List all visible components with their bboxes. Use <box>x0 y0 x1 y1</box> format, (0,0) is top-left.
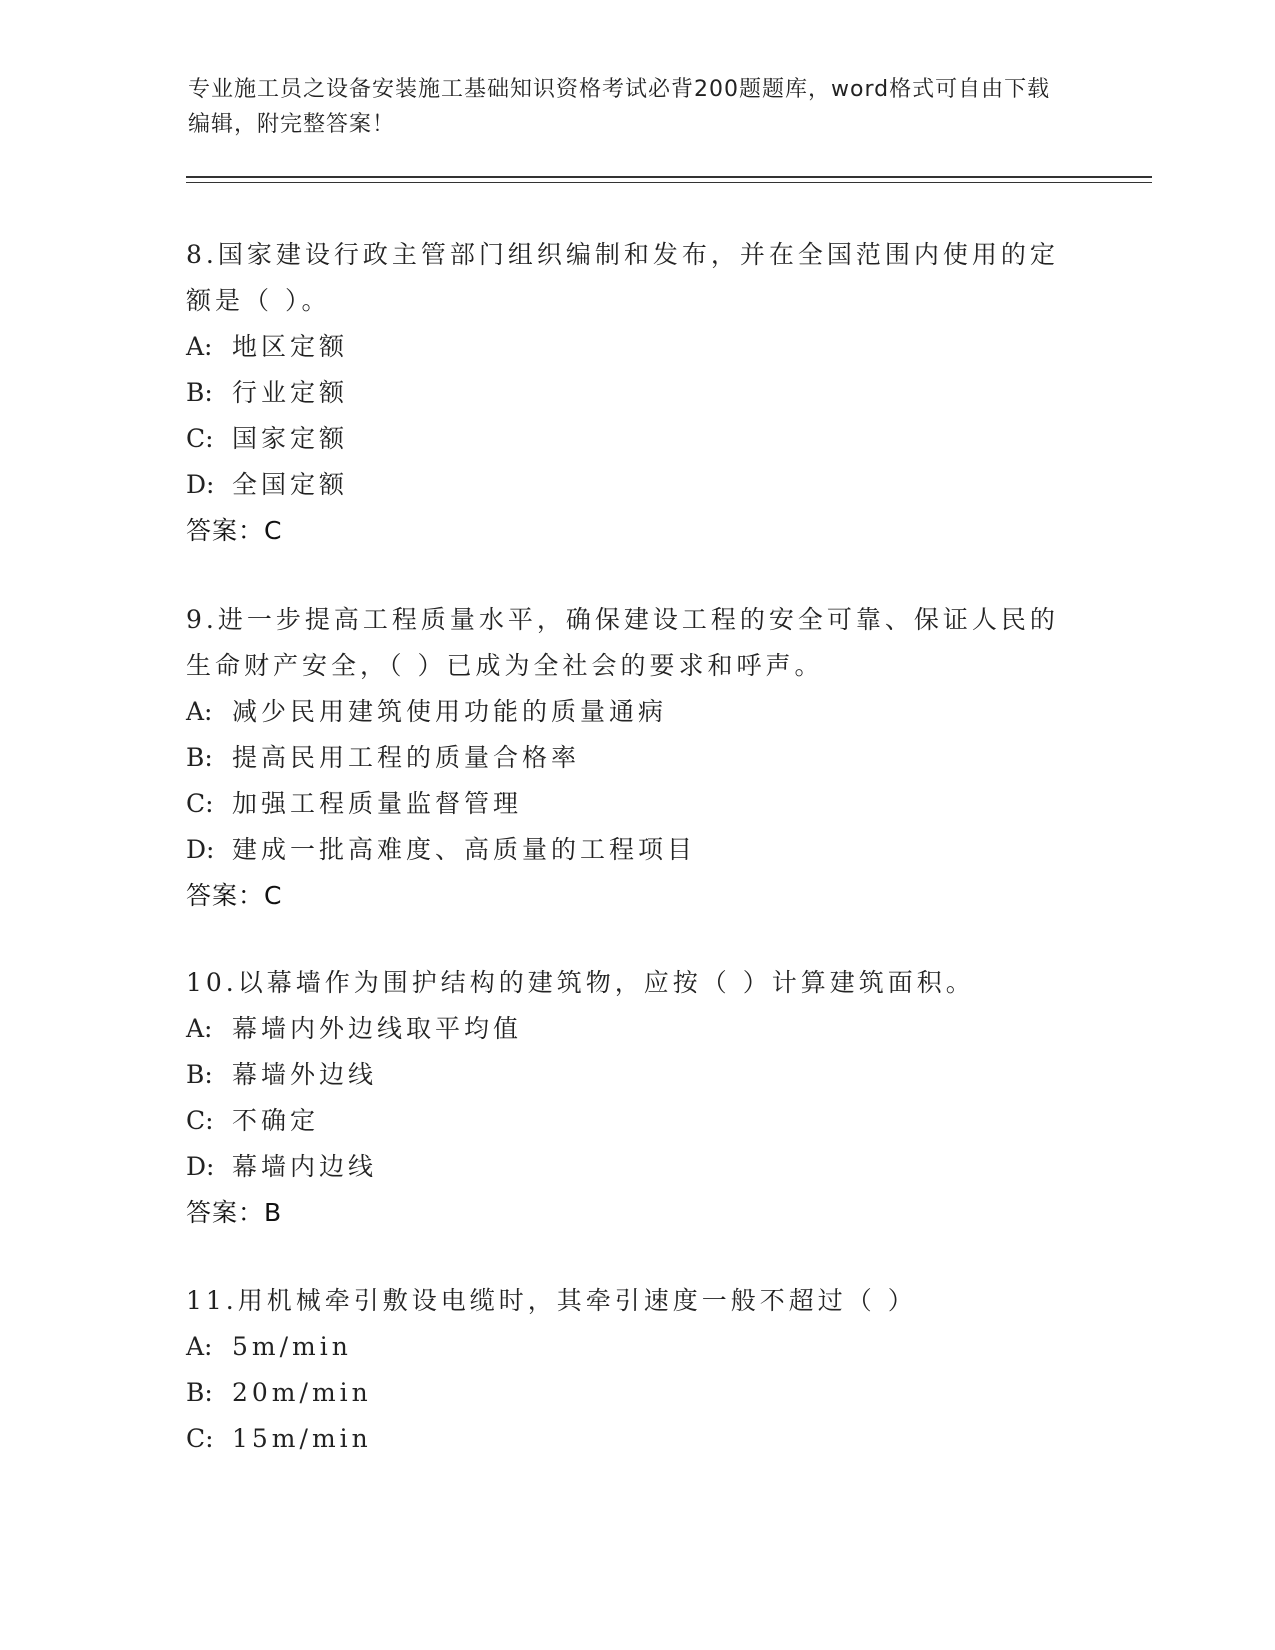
option-text: 幕墙内边线 <box>232 1152 378 1181</box>
header-divider-thick <box>186 176 1152 178</box>
option-a <box>186 324 1066 370</box>
option-key: B: <box>186 378 213 407</box>
answer-line: 答案：C <box>186 881 283 910</box>
option-text: 5m/min <box>232 1332 352 1361</box>
option-text: 20m/min <box>232 1378 372 1407</box>
option-a <box>186 1006 1066 1052</box>
option-text: 建成一批高难度、高质量的工程项目 <box>232 835 697 864</box>
option-text: 减少民用建筑使用功能的质量通病 <box>232 697 668 726</box>
answer-line: 答案：B <box>186 1198 283 1227</box>
question-stem: 11.用机械牵引敷设电缆时，其牵引速度一般不超过（ ） <box>186 1286 917 1315</box>
option-key: C: <box>186 424 214 453</box>
option-key: C: <box>186 1424 214 1453</box>
question-stem: 8.国家建设行政主管部门组织编制和发布，并在全国范围内使用的定额是（ ）。 <box>186 240 1059 315</box>
option-key: A: <box>186 1014 213 1043</box>
document-title: 专业施工员之设备安装施工基础知识资格考试必背200题题库，word格式可自由下载编辑，附完整答案！ <box>188 77 1051 137</box>
option-b <box>186 1052 1066 1098</box>
option-text: 国家定额 <box>232 424 349 453</box>
option-text: 幕墙内外边线取平均值 <box>232 1014 523 1043</box>
option-b <box>186 370 1066 416</box>
option-key: D: <box>186 835 215 864</box>
option-key: B: <box>186 1060 213 1089</box>
option-key: C: <box>186 1106 214 1135</box>
option-text: 地区定额 <box>232 332 349 361</box>
question-stem: 9.进一步提高工程质量水平，确保建设工程的安全可靠、保证人民的生命财产安全，（ ）已成为全社会的要求和呼声。 <box>186 605 1059 680</box>
question-8 <box>186 232 1066 554</box>
option-d <box>186 462 1066 508</box>
option-key: A: <box>186 697 213 726</box>
option-a <box>186 1324 1066 1370</box>
option-key: D: <box>186 1152 215 1181</box>
option-key: A: <box>186 332 213 361</box>
option-key: D: <box>186 470 215 499</box>
question-11 <box>186 1278 1066 1462</box>
option-text: 加强工程质量监督管理 <box>232 789 523 818</box>
option-text: 全国定额 <box>232 470 349 499</box>
option-text: 不确定 <box>232 1106 320 1135</box>
option-text: 提高民用工程的质量合格率 <box>232 743 581 772</box>
question-9 <box>186 597 1066 919</box>
option-a <box>186 689 1066 735</box>
option-key: A: <box>186 1332 213 1361</box>
option-b <box>186 1370 1066 1416</box>
option-text: 幕墙外边线 <box>232 1060 378 1089</box>
answer-line: 答案：C <box>186 516 283 545</box>
option-text: 15m/min <box>232 1424 372 1453</box>
header-divider-thin <box>186 182 1152 183</box>
option-key: B: <box>186 1378 213 1407</box>
option-key: C: <box>186 789 214 818</box>
option-c <box>186 1098 1066 1144</box>
option-c <box>186 781 1066 827</box>
option-c <box>186 1416 1066 1462</box>
option-text: 行业定额 <box>232 378 349 407</box>
option-d <box>186 827 1066 873</box>
question-10 <box>186 960 1066 1236</box>
question-stem: 10.以幕墙作为围护结构的建筑物，应按（ ）计算建筑面积。 <box>186 968 975 997</box>
option-c <box>186 416 1066 462</box>
option-d <box>186 1144 1066 1190</box>
option-key: B: <box>186 743 213 772</box>
option-b <box>186 735 1066 781</box>
